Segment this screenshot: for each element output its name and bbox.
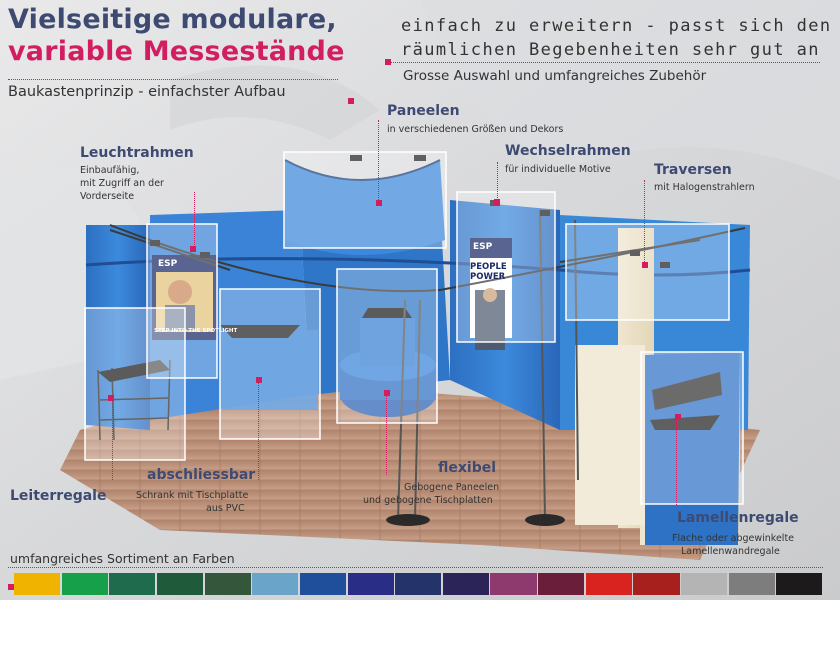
color-swatch: [633, 573, 679, 595]
leiterregale-title: Leiterregale: [10, 488, 107, 504]
color-swatch: [205, 573, 251, 595]
poster-left-brand: ESP: [158, 259, 178, 269]
tagline-divider: [386, 62, 820, 63]
poster-left-slogan: STEP INTO THE SPOTLIGHT: [154, 328, 238, 334]
paneelen-connector: [378, 120, 379, 202]
traversen-desc: mit Halogenstrahlern: [654, 182, 755, 193]
wechselrahmen-title: Wechselrahmen: [505, 143, 631, 159]
color-swatch: [14, 573, 60, 595]
color-swatch: [109, 573, 155, 595]
lamellenregale-marker: [675, 414, 681, 420]
abschliessbar-desc2: aus PVC: [206, 503, 245, 514]
tagline-marker: [385, 59, 391, 65]
palette-divider: [8, 567, 823, 568]
color-swatch: [776, 573, 822, 595]
color-swatch: [586, 573, 632, 595]
color-swatch: [348, 573, 394, 595]
main-title-line1: Vielseitige modulare,: [8, 4, 337, 35]
paneelen-title: Paneelen: [387, 103, 460, 119]
palette-label: umfangreiches Sortiment an Farben: [10, 551, 235, 566]
color-swatch: [157, 573, 203, 595]
leuchtrahmen-desc2: mit Zugriff an der: [80, 178, 164, 189]
flexibel-title: flexibel: [438, 460, 497, 476]
flexibel-desc2: und gebogene Tischplatten: [363, 495, 493, 506]
leiterregale-marker: [108, 395, 114, 401]
leuchtrahmen-title: Leuchtrahmen: [80, 145, 194, 161]
color-swatch: [300, 573, 346, 595]
bottom-blank-area: [0, 600, 840, 648]
leuchtrahmen-desc1: Einbaufähig,: [80, 165, 140, 176]
wechselrahmen-connector: [497, 162, 498, 202]
flexibel-marker: [384, 390, 390, 396]
poster-right-slogan: PEOPLE POWER: [470, 262, 507, 282]
lamellenregale-desc2: Lamellenwandregale: [681, 546, 780, 557]
poster-right-brand: ESP: [473, 242, 493, 252]
lamellenregale-title: Lamellenregale: [677, 510, 799, 526]
paneelen-marker: [376, 200, 382, 206]
color-swatch: [490, 573, 536, 595]
tagline-line1: einfach zu erweitern - passt sich den: [401, 16, 832, 36]
abschliessbar-title: abschliessbar: [147, 467, 256, 483]
tagline-line2: räumlichen Begebenheiten sehr gut an: [401, 40, 820, 60]
lamellenregale-desc1: Flache oder abgewinkelte: [672, 533, 795, 544]
paneelen-desc: in verschiedenen Größen und Dekors: [387, 124, 564, 135]
leuchtrahmen-marker: [190, 246, 196, 252]
abschliessbar-marker: [256, 377, 262, 383]
color-swatch: [729, 573, 775, 595]
flexibel-desc1: Gebogene Paneelen: [404, 482, 500, 493]
wechselrahmen-desc: für individuelle Motive: [505, 164, 611, 175]
color-swatch: [681, 573, 727, 595]
color-swatch: [62, 573, 108, 595]
tagline-line3: Grosse Auswahl und umfangreiches Zubehör: [403, 68, 707, 84]
color-swatch: [395, 573, 441, 595]
traversen-title: Traversen: [654, 162, 732, 178]
color-swatch: [252, 573, 298, 595]
main-title-line2: variable Messestände: [8, 36, 345, 67]
title-marker: [348, 98, 354, 104]
wechselrahmen-marker: [494, 199, 500, 205]
abschliessbar-desc1: Schrank mit Tischplatte: [136, 490, 249, 501]
abschliessbar-connector: [258, 380, 259, 480]
subheading: Baukastenprinzip - einfachster Aufbau: [8, 84, 286, 100]
leuchtrahmen-desc3: Vorderseite: [80, 191, 135, 202]
traversen-connector: [644, 180, 645, 262]
lamellenregale-connector: [676, 415, 677, 505]
title-divider: [8, 79, 338, 80]
leuchtrahmen-connector: [194, 192, 195, 249]
color-swatch: [538, 573, 584, 595]
traversen-marker: [642, 262, 648, 268]
color-swatch: [443, 573, 489, 595]
flexibel-connector: [386, 393, 387, 475]
leiterregale-connector: [112, 398, 113, 480]
